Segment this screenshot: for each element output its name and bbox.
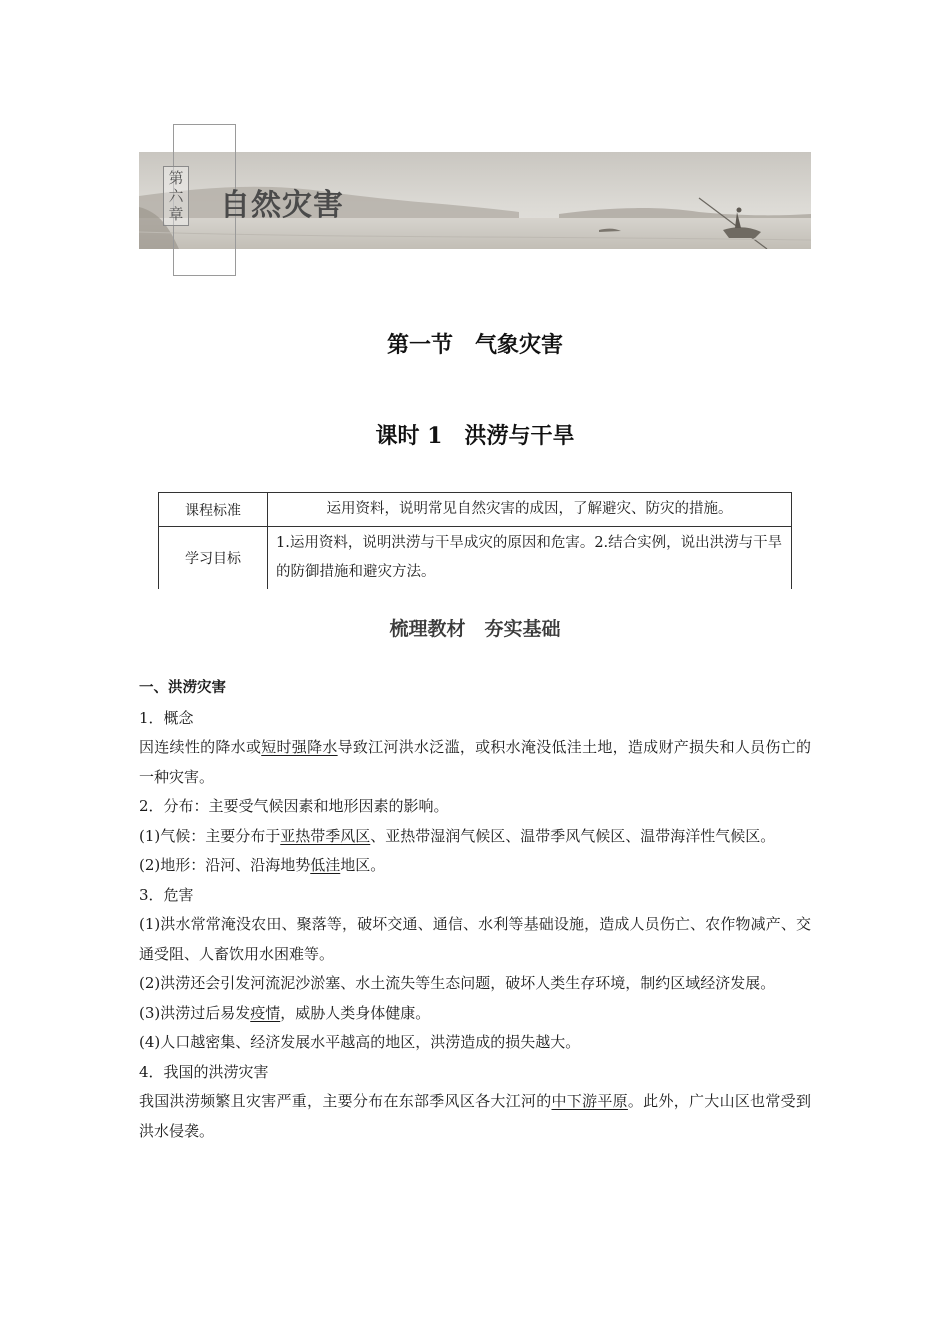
text: (3)洪涝过后易发 <box>139 1003 251 1022</box>
paragraph-china <box>139 1087 811 1146</box>
chapter-title: 自然灾害 <box>220 188 344 223</box>
paragraph-harm-1: (1)洪水常常淹没农田、聚落等，破坏交通、通信、水利等基础设施，造成人员伤亡、农作物减产、交通受阻、人畜饮用水困难等。 <box>139 915 811 963</box>
paragraph-climate <box>139 822 811 852</box>
text: 地区。 <box>340 856 386 874</box>
underlined-term: 低洼 <box>310 856 341 874</box>
text: 因连续性的降水或 <box>139 738 262 756</box>
table-cell-content: 1.运用资料，说明洪涝与干旱成灾的原因和危害。2.结合实例，说出洪涝与干旱的防御措施和避灾方法。 <box>268 527 792 590</box>
text: 导致江河洪水泛滥，或积水淹没低洼土地，造成财产损失和人员伤亡的一种灾害。 <box>139 738 811 786</box>
table-row <box>159 527 792 590</box>
subheading-harm: 3．危害 <box>139 885 194 904</box>
body-text <box>139 674 811 1146</box>
table-cell-content: 运用资料，说明常见自然灾害的成因，了解避灾、防灾的措施。 <box>268 493 792 527</box>
paragraph-concept <box>139 733 811 792</box>
subheading-distribution: 2．分布：主要受气候因素和地形因素的影响。 <box>139 797 449 815</box>
subheading-concept: 1．概念 <box>139 708 194 727</box>
underlined-term: 疫情 <box>250 1003 281 1022</box>
text: 。此外，广大山区也常受到洪水侵袭。 <box>139 1092 811 1140</box>
table-cell-label: 学习目标 <box>159 527 268 590</box>
text: ，威胁人类身体健康。 <box>280 1003 431 1022</box>
text: 、亚热带湿润气候区、温带季风气候区、温带海洋性气候区。 <box>370 826 776 845</box>
underlined-term: 短时强降水 <box>261 738 338 756</box>
subheading-china: 4．我国的洪涝灾害 <box>139 1062 269 1081</box>
text: 我国洪涝频繁且灾害严重，主要分布在东部季风区各大江河的 <box>139 1092 552 1110</box>
paragraph-harm-4: (4)人口越密集、经济发展水平越高的地区，洪涝造成的损失越大。 <box>139 1033 581 1051</box>
text: (1)气候：主要分布于 <box>139 826 281 845</box>
part-heading: 梳理教材 夯实基础 <box>389 618 561 640</box>
chapter-label: 第六章 <box>163 166 189 226</box>
underlined-term: 亚热带季风区 <box>280 826 371 845</box>
heading-flood: 一、洪涝灾害 <box>139 680 226 696</box>
goals-table <box>158 492 792 589</box>
text: (2)地形：沿河、沿海地势 <box>139 856 311 874</box>
table-cell-label: 课程标准 <box>159 493 268 527</box>
table-row <box>159 493 792 527</box>
paragraph-terrain <box>139 851 811 881</box>
paragraph-harm-2: (2)洪涝还会引发河流泥沙淤塞、水土流失等生态问题，破坏人类生存环境，制约区域经济发展。 <box>139 974 776 992</box>
section-title: 第一节 气象灾害 <box>386 332 563 358</box>
underlined-term: 中下游平原 <box>551 1092 628 1110</box>
lesson-title: 课时 1 洪涝与干旱 <box>375 423 575 449</box>
paragraph-harm-3 <box>139 999 811 1029</box>
